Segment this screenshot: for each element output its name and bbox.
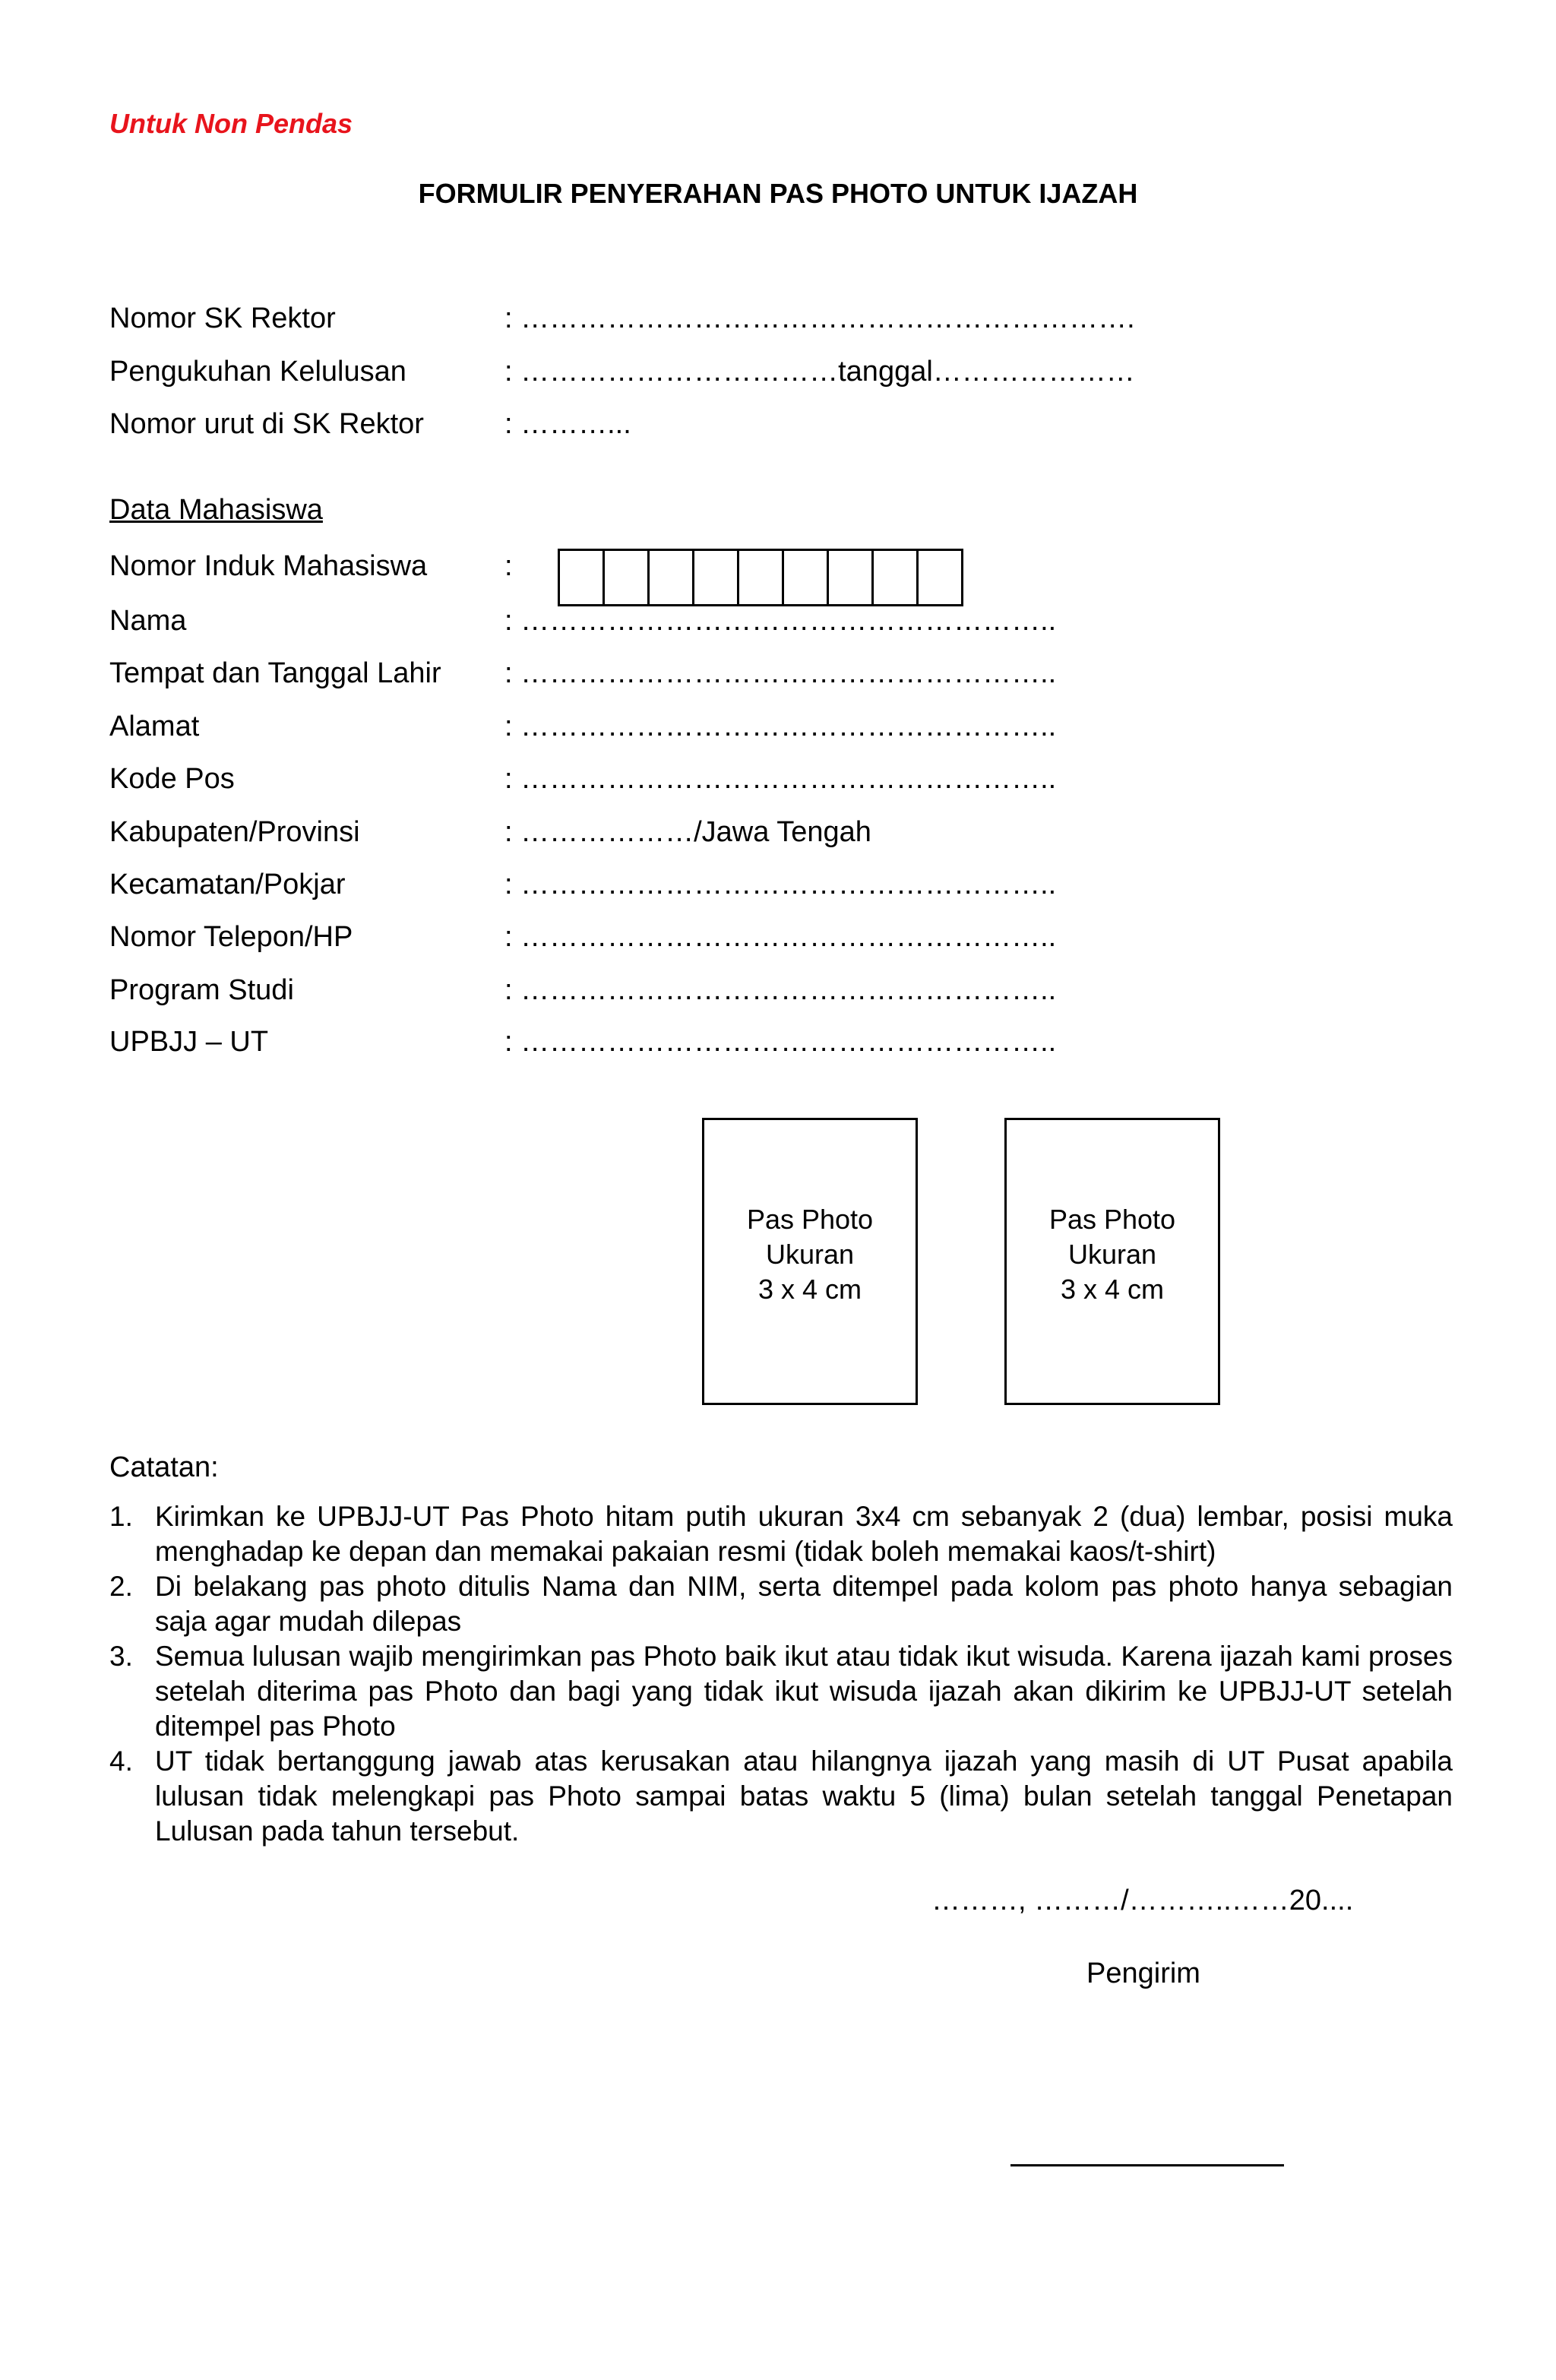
notes-list xyxy=(109,1499,1453,1849)
photo-box-1 xyxy=(702,1118,918,1405)
nim-digit-box[interactable] xyxy=(560,551,605,604)
student-data-heading: Data Mahasiswa xyxy=(109,494,323,526)
nim-digit-box[interactable] xyxy=(829,551,874,604)
nim-digit-box[interactable] xyxy=(919,551,961,604)
field-value: : ……………………………………………….. xyxy=(504,605,1057,637)
field-value: : ……………………………tanggal………………… xyxy=(504,356,1135,388)
field-label: Nomor urut di SK Rektor xyxy=(109,408,424,440)
photo-box-text: 3 x 4 cm xyxy=(757,1274,862,1305)
photo-box-text: Ukuran xyxy=(1067,1239,1157,1270)
field-value: : ……………………………………………….. xyxy=(504,1026,1057,1058)
nim-digit-box[interactable] xyxy=(694,551,739,604)
nim-digit-box[interactable] xyxy=(784,551,829,604)
nim-digit-box[interactable] xyxy=(650,551,694,604)
field-label: Nama xyxy=(109,605,187,637)
photo-box-text: Ukuran xyxy=(765,1239,855,1270)
field-label: Kecamatan/Pokjar xyxy=(109,869,346,900)
note-number: 1. xyxy=(109,1501,133,1532)
field-value: : ……………………………………………….. xyxy=(504,711,1057,742)
sender-label: Pengirim xyxy=(1086,1957,1200,1989)
field-label: UPBJJ – UT xyxy=(109,1026,269,1058)
note-item xyxy=(109,1744,1453,1849)
signature-line xyxy=(1010,2164,1284,2166)
nim-digit-box[interactable] xyxy=(605,551,650,604)
form-subtitle: Untuk Non Pendas xyxy=(109,108,353,139)
note-item xyxy=(109,1499,1453,1569)
nim-colon: : xyxy=(504,550,513,582)
field-label: Tempat dan Tanggal Lahir xyxy=(109,657,441,689)
field-label: Kode Pos xyxy=(109,763,235,795)
field-label: Pengukuhan Kelulusan xyxy=(109,356,406,388)
field-value: : ………... xyxy=(504,408,631,440)
photo-box-text: Pas Photo xyxy=(1048,1204,1176,1235)
place-date-line: ………, ………/………..……20.... xyxy=(931,1885,1354,1916)
photo-box-text: 3 x 4 cm xyxy=(1060,1274,1165,1305)
field-label: Program Studi xyxy=(109,974,294,1006)
note-text: UT tidak bertanggung jawab atas kerusakan atau hilangnya ijazah yang masih di UT Pusat apabila lulusan tidak melengkapi pas Photo sampai batas waktu 5 (lima) bulan setelah tanggal Penetapan Lulusan pada tahun tersebut. xyxy=(155,1745,1453,1847)
note-item xyxy=(109,1639,1453,1744)
field-value: : ………………/Jawa Tengah xyxy=(504,816,871,848)
field-value: : ………………………………………………………. xyxy=(504,302,1135,334)
field-value: : ……………………………………………….. xyxy=(504,921,1057,953)
note-number: 2. xyxy=(109,1571,133,1602)
field-label: Alamat xyxy=(109,711,200,742)
field-value: : ……………………………………………….. xyxy=(504,657,1057,689)
field-value: : ……………………………………………….. xyxy=(504,869,1057,900)
field-label: Nomor SK Rektor xyxy=(109,302,336,334)
nim-label: Nomor Induk Mahasiswa xyxy=(109,550,428,582)
note-text: Semua lulusan wajib mengirimkan pas Photo baik ikut atau tidak ikut wisuda. Karena ijazah kami proses setelah diterima pas Photo dan bagi yang tidak ikut wisuda ijazah akan dikirim ke UPBJJ-UT setelah ditempel pas Photo xyxy=(155,1641,1453,1742)
note-number: 3. xyxy=(109,1641,133,1672)
field-value: : ……………………………………………….. xyxy=(504,974,1057,1006)
note-number: 4. xyxy=(109,1745,133,1777)
notes-heading: Catatan: xyxy=(109,1451,219,1483)
field-label: Nomor Telepon/HP xyxy=(109,921,353,953)
form-title: FORMULIR PENYERAHAN PAS PHOTO UNTUK IJAZAH xyxy=(418,178,1138,209)
nim-input-boxes[interactable] xyxy=(558,549,963,606)
photo-box-2 xyxy=(1004,1118,1220,1405)
nim-digit-box[interactable] xyxy=(739,551,784,604)
nim-digit-box[interactable] xyxy=(874,551,919,604)
note-text: Kirimkan ke UPBJJ-UT Pas Photo hitam putih ukuran 3x4 cm sebanyak 2 (dua) lembar, posisi muka menghadap ke depan dan memakai pakaian resmi (tidak boleh memakai kaos/t-shirt) xyxy=(155,1501,1453,1567)
field-label: Kabupaten/Provinsi xyxy=(109,816,360,848)
note-item xyxy=(109,1569,1453,1639)
note-text: Di belakang pas photo ditulis Nama dan NIM, serta ditempel pada kolom pas photo hanya sebagian saja agar mudah dilepas xyxy=(155,1571,1453,1637)
photo-box-text: Pas Photo xyxy=(746,1204,874,1235)
field-value: : ……………………………………………….. xyxy=(504,763,1057,795)
